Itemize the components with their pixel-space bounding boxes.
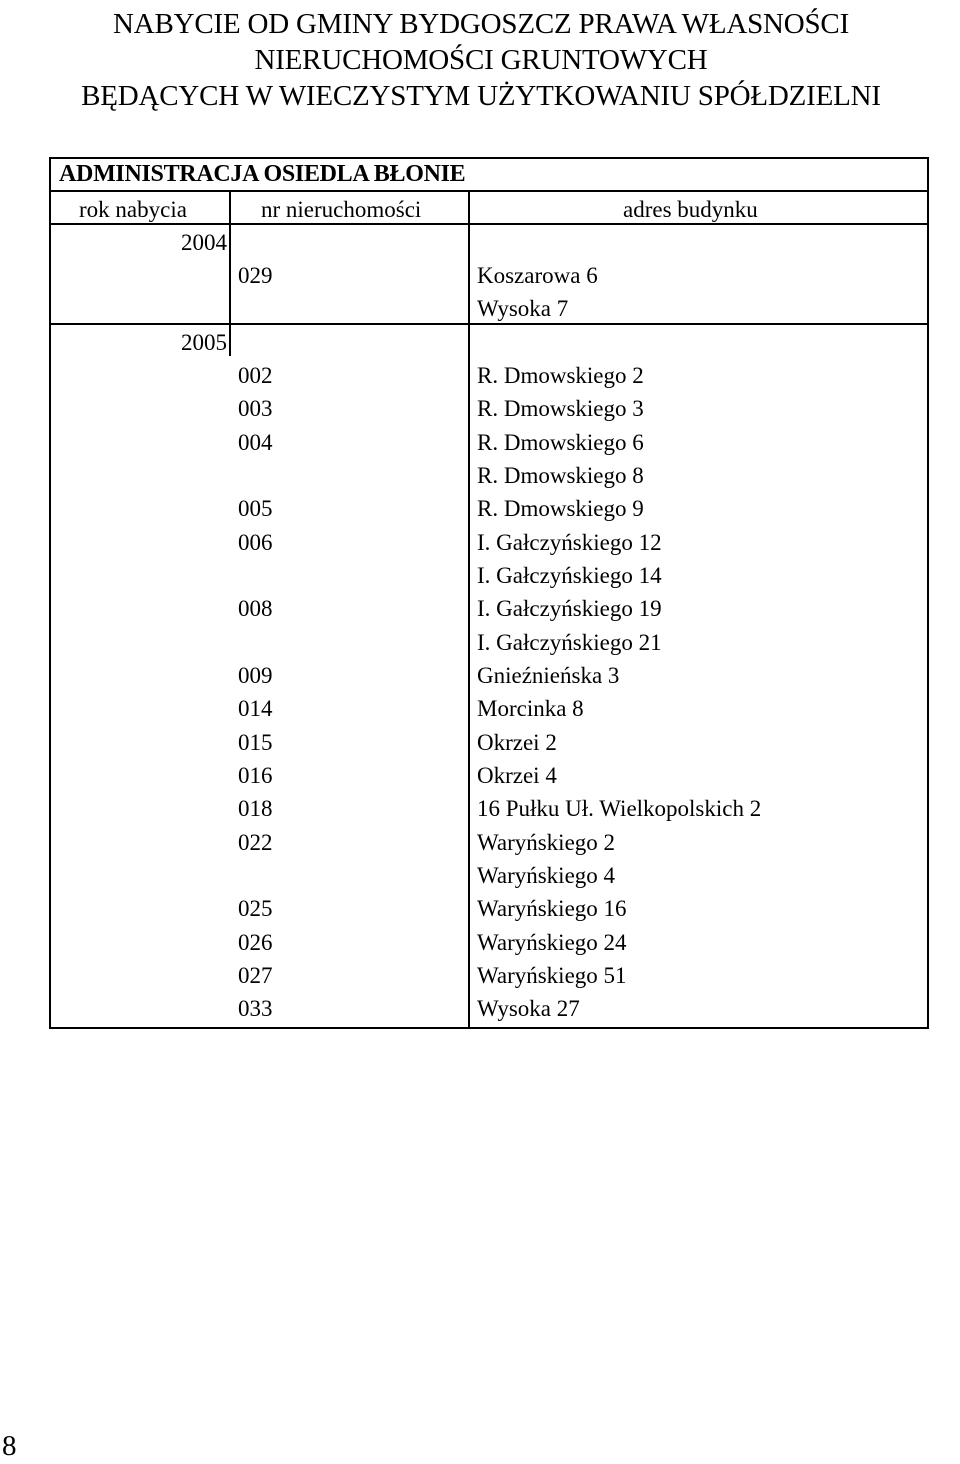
year-cell: 2005 [181,330,227,355]
page-number: 8 [2,1430,17,1462]
nr-cell: 004 [238,430,273,455]
address-cell: R. Dmowskiego 6 [477,430,644,455]
address-cell: Waryńskiego 4 [477,863,616,888]
nr-cell: 009 [238,663,273,688]
nr-cell: 029 [238,263,273,288]
nr-cell: 008 [238,596,273,621]
address-cell: I. Gałczyńskiego 19 [477,596,662,621]
nr-cell: 033 [238,996,273,1021]
address-cell: Okrzei 4 [477,763,557,788]
nr-cell: 006 [238,530,273,555]
title-line-2: NIERUCHOMOŚCI GRUNTOWYCH [254,44,708,76]
address-cell: Koszarowa 6 [477,263,598,288]
address-cell: Wysoka 27 [477,996,580,1021]
address-cell: Waryńskiego 51 [477,963,627,988]
address-cell: Waryńskiego 24 [477,930,627,955]
address-cell: I. Gałczyńskiego 12 [477,530,662,555]
address-cell: Waryńskiego 2 [477,830,616,855]
nr-cell: 026 [238,930,273,955]
col-divider-year-2004 [229,223,231,325]
nr-cell: 022 [238,830,273,855]
property-table [49,157,929,1029]
section-title: ADMINISTRACJA OSIEDLA BŁONIE [59,161,466,187]
rule-under-section-title [49,190,929,192]
header-address: adres budynku [623,197,758,222]
nr-cell: 014 [238,696,273,721]
address-cell: R. Dmowskiego 8 [477,463,644,488]
address-cell: Wysoka 7 [477,296,569,321]
address-cell: Morcinka 8 [477,696,584,721]
title-line-1: NABYCIE OD GMINY BYDGOSZCZ PRAWA WŁASNOŚCI [112,8,850,40]
address-cell: Gnieźnieńska 3 [477,663,620,688]
year-cell: 2004 [181,230,227,255]
nr-cell: 018 [238,796,273,821]
nr-cell: 027 [238,963,273,988]
header-nr: nr nieruchomości [261,197,422,222]
title-line-3: BĘDĄCYCH W WIECZYSTYM UŻYTKOWANIU SPÓŁDZIELNI [81,80,881,112]
address-cell: I. Gałczyńskiego 21 [477,630,662,655]
nr-cell: 002 [238,363,273,388]
address-cell: 16 Pułku Uł. Wielkopolskich 2 [477,796,762,821]
document-title [16,6,946,114]
nr-cell: 016 [238,763,273,788]
header-year: rok nabycia [79,197,187,222]
col-divider-year-2005 [229,323,231,356]
col-divider-nr [468,190,470,1027]
address-cell: R. Dmowskiego 3 [477,396,644,421]
col-divider-year-header [229,190,231,225]
address-cell: R. Dmowskiego 2 [477,363,644,388]
address-cell: Waryńskiego 16 [477,896,627,921]
address-cell: Okrzei 2 [477,730,557,755]
nr-cell: 015 [238,730,273,755]
nr-cell: 025 [238,896,273,921]
address-cell: I. Gałczyńskiego 14 [477,563,662,588]
address-cell: R. Dmowskiego 9 [477,496,644,521]
nr-cell: 005 [238,496,273,521]
nr-cell: 003 [238,396,273,421]
